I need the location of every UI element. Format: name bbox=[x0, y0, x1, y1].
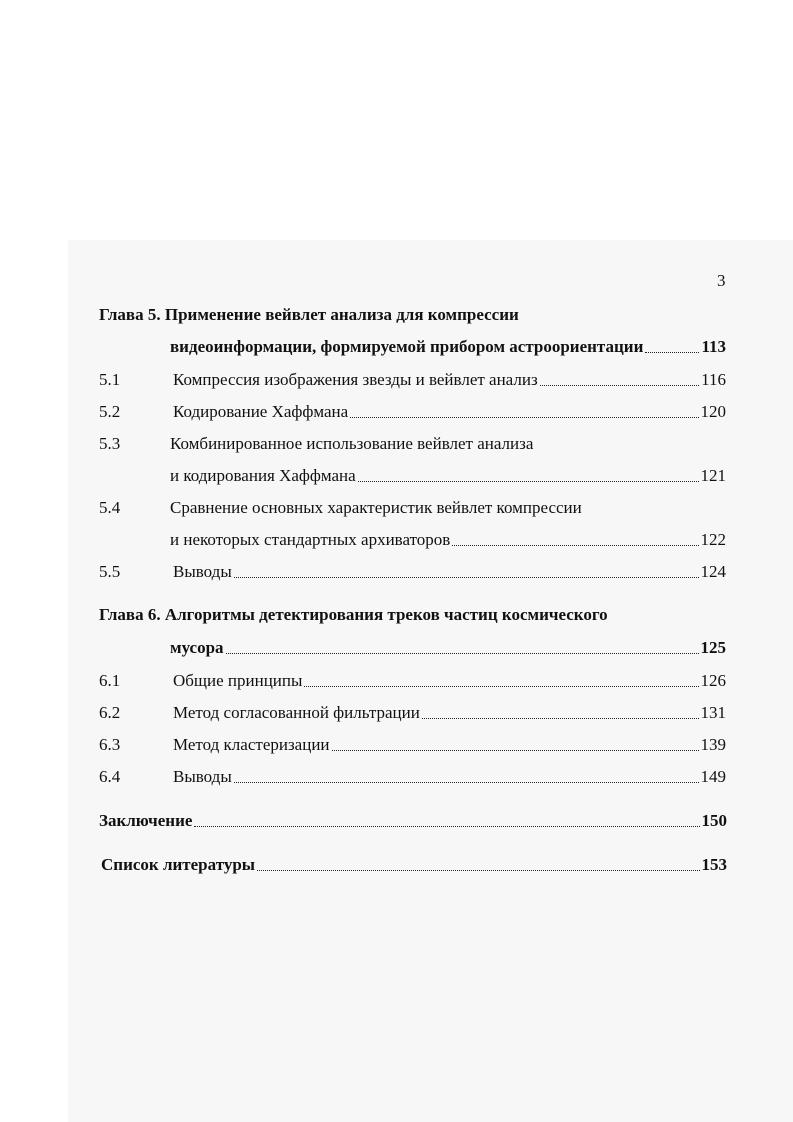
chapter-5-entry[interactable] bbox=[170, 336, 726, 358]
leader-dots bbox=[304, 685, 698, 687]
section-6-4-page: 149 bbox=[700, 767, 726, 786]
section-6-1-entry[interactable] bbox=[173, 670, 726, 692]
section-6-2-title: Метод согласованной фильтрации bbox=[173, 703, 420, 722]
section-5-1-entry[interactable] bbox=[173, 369, 726, 391]
section-6-3-title: Метод кластеризации bbox=[173, 735, 330, 754]
conclusion-title: Заключение bbox=[99, 811, 193, 830]
section-5-3-title-line1[interactable] bbox=[170, 433, 533, 455]
section-5-3-title-text: Комбинированное использование вейвлет анализа bbox=[170, 434, 534, 453]
section-5-3-title-line2: и кодирования Хаффмана bbox=[170, 466, 356, 485]
chapter-6-title-text: Глава 6. Алгоритмы детектирования треков частиц космического bbox=[99, 605, 608, 624]
page-number: 3 bbox=[717, 271, 726, 290]
section-6-4-entry[interactable] bbox=[173, 766, 726, 788]
references-entry[interactable] bbox=[101, 854, 727, 876]
leader-dots bbox=[358, 480, 699, 482]
section-5-3-page: 121 bbox=[700, 466, 726, 485]
leader-dots bbox=[257, 869, 699, 871]
section-6-3-page: 139 bbox=[700, 735, 726, 754]
leader-dots bbox=[350, 416, 698, 418]
section-5-3-entry[interactable] bbox=[170, 465, 726, 487]
chapter-6-entry[interactable] bbox=[170, 637, 726, 659]
chapter-5-title-text: Глава 5. Применение вейвлет анализа для компрессии bbox=[99, 305, 519, 324]
section-6-4-title: Выводы bbox=[173, 767, 232, 786]
section-5-1-page: 116 bbox=[701, 370, 726, 389]
section-5-1-number: 5.1 bbox=[99, 370, 121, 389]
section-5-4-entry[interactable] bbox=[170, 529, 726, 551]
section-5-2-entry[interactable] bbox=[173, 401, 726, 423]
section-6-1-page: 126 bbox=[700, 671, 726, 690]
leader-dots bbox=[422, 717, 699, 719]
leader-dots bbox=[452, 544, 698, 546]
section-6-2-entry[interactable] bbox=[173, 702, 726, 724]
section-6-3-number: 6.3 bbox=[99, 735, 121, 754]
section-5-2-number: 5.2 bbox=[99, 402, 121, 421]
chapter-5-title-line1[interactable] bbox=[99, 304, 519, 326]
leader-dots bbox=[540, 384, 699, 386]
section-6-4-number: 6.4 bbox=[99, 767, 121, 786]
leader-dots bbox=[332, 749, 699, 751]
section-5-5-title: Выводы bbox=[173, 562, 232, 581]
section-5-4-title-text: Сравнение основных характеристик вейвлет компрессии bbox=[170, 498, 582, 517]
chapter-5-title-line2: видеоинформации, формируемой прибором астроориентации bbox=[170, 337, 644, 356]
section-6-1-number: 6.1 bbox=[99, 671, 121, 690]
section-5-4-title-line2: и некоторых стандартных архиваторов bbox=[170, 530, 451, 549]
leader-dots bbox=[234, 781, 699, 783]
section-6-1-title: Общие принципы bbox=[173, 671, 303, 690]
leader-dots bbox=[645, 351, 699, 353]
section-5-5-number: 5.5 bbox=[99, 562, 121, 581]
section-5-1-title: Компрессия изображения звезды и вейвлет анализ bbox=[173, 370, 538, 389]
section-5-5-entry[interactable] bbox=[173, 561, 726, 583]
references-title: Список литературы bbox=[101, 855, 256, 874]
section-5-5-page: 124 bbox=[700, 562, 726, 581]
conclusion-page: 150 bbox=[701, 811, 727, 830]
conclusion-entry[interactable] bbox=[99, 810, 727, 832]
leader-dots bbox=[194, 825, 699, 827]
chapter-6-title-line1[interactable] bbox=[99, 604, 608, 626]
section-5-4-page: 122 bbox=[700, 530, 726, 549]
section-5-2-title: Кодирование Хаффмана bbox=[173, 402, 349, 421]
leader-dots bbox=[226, 652, 699, 654]
section-5-4-number: 5.4 bbox=[99, 498, 121, 517]
references-page: 153 bbox=[701, 855, 727, 874]
section-6-2-page: 131 bbox=[700, 703, 726, 722]
section-6-3-entry[interactable] bbox=[173, 734, 726, 756]
section-6-2-number: 6.2 bbox=[99, 703, 121, 722]
section-5-4-title-line1[interactable] bbox=[170, 497, 582, 519]
chapter-5-page: 113 bbox=[701, 337, 726, 356]
chapter-6-title-line2: мусора bbox=[170, 638, 224, 657]
section-5-3-number: 5.3 bbox=[99, 434, 121, 453]
section-5-2-page: 120 bbox=[700, 402, 726, 421]
leader-dots bbox=[234, 576, 699, 578]
chapter-6-page: 125 bbox=[700, 638, 726, 657]
